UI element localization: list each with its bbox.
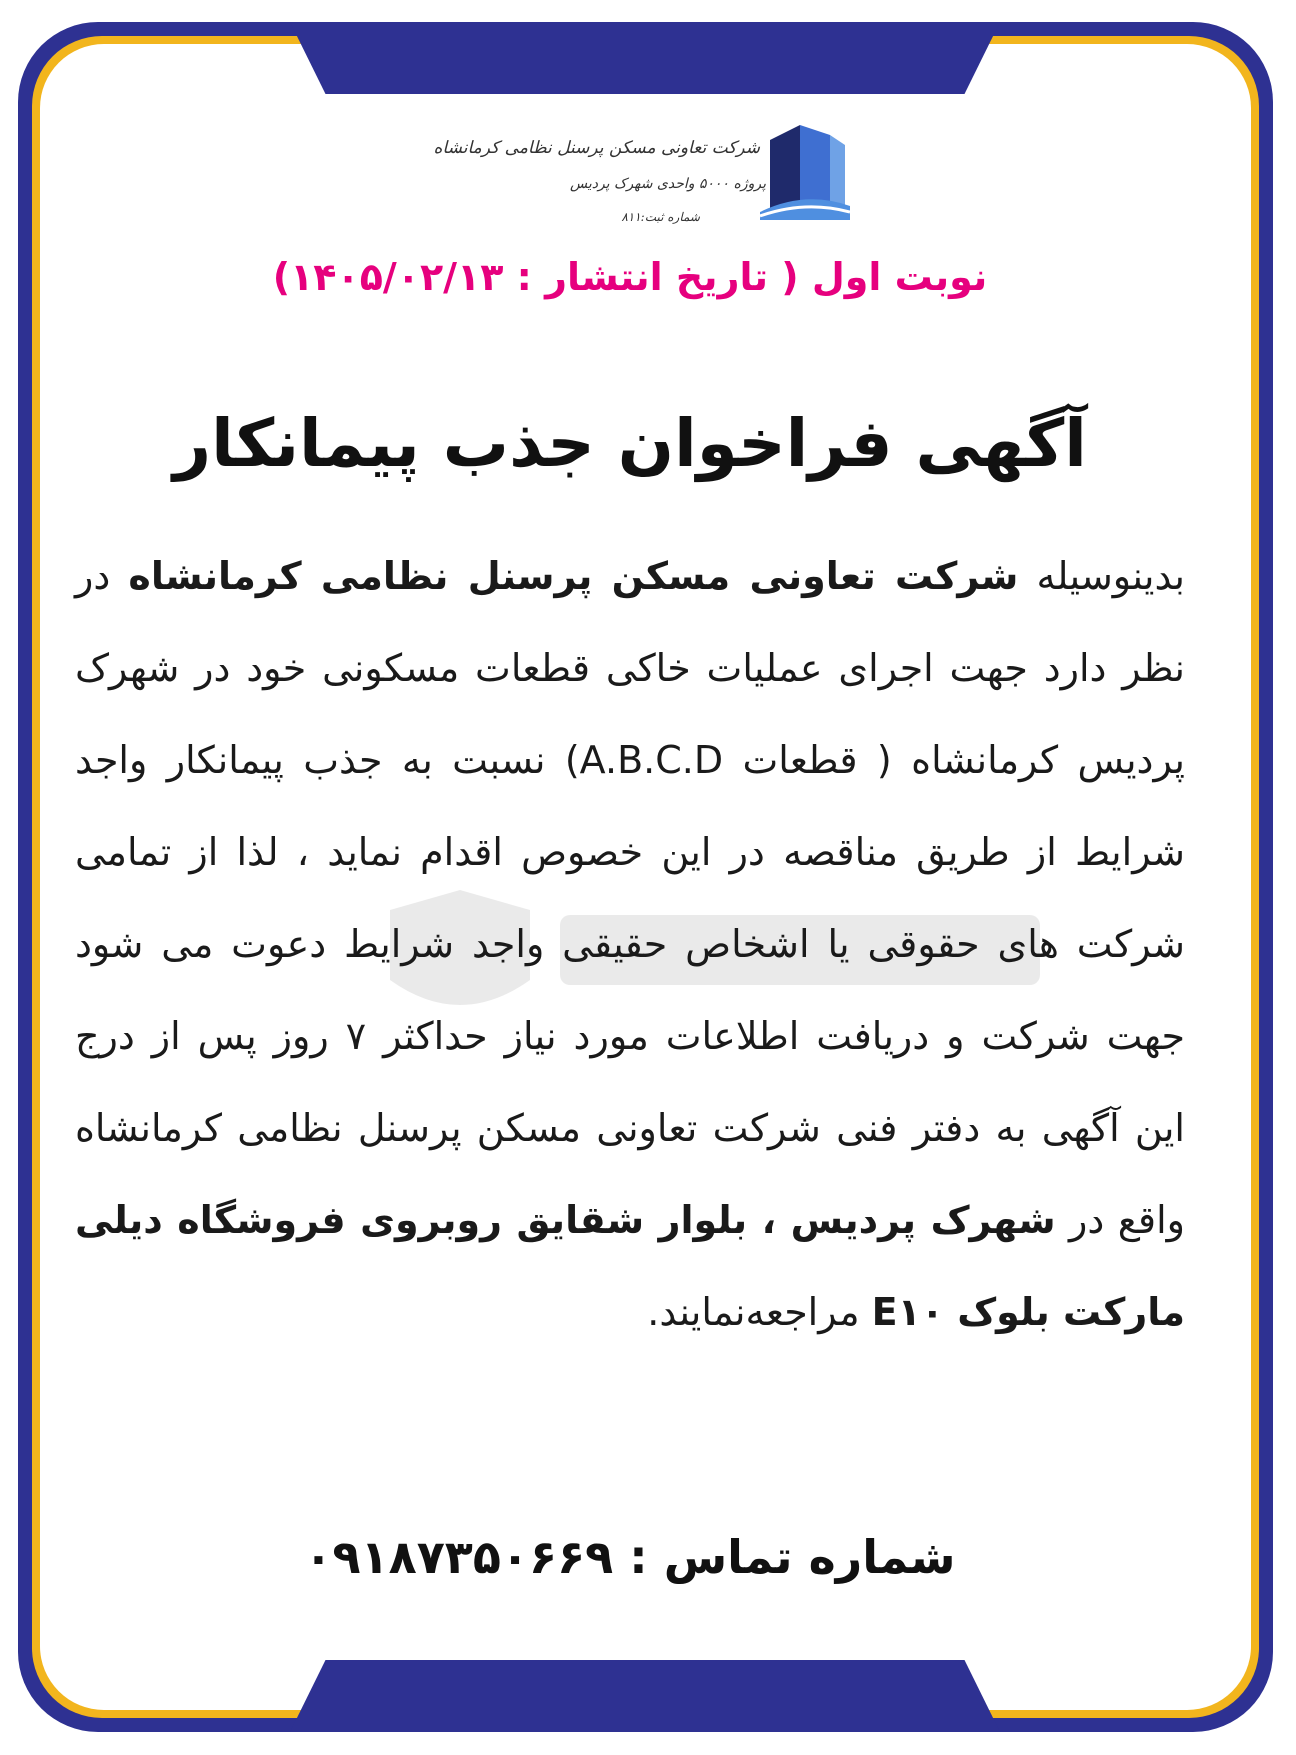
logo-company-name: شرکت تعاونی مسکن پرسنل نظامی کرمانشاه — [433, 138, 760, 158]
body-suffix: مراجعه‌نمایند. — [647, 1290, 872, 1334]
company-name-bold: شرکت تعاونی مسکن پرسنل نظامی کرمانشاه — [128, 554, 1019, 598]
notice-title: آگهی فراخوان جذب پیمانکار — [173, 405, 1087, 482]
body-middle: در نظر دارد جهت اجرای عملیات خاکی قطعات مسکونی خود در شهرک پردیس کرمانشاه ( قطعات A.B.C.D) نسبت به جذب پیمانکار واجد شرایط از طریق مناقصه در این خصوص اقدام نماید ، لذا از تمامی شرکت های حقوقی یا اشخاص حقیقی واجد شرایط دعوت می شود جهت شرکت و دریافت اطلاعات مورد نیاز حداکثر ۷ روز پس از درج این آگهی به دفتر فنی شرکت تعاونی مسکن پرسنل نظامی کرمانشاه واقع در — [75, 554, 1186, 1242]
notice-content — [70, 90, 1190, 1650]
bottom-band — [290, 1660, 1000, 1732]
notice-body — [75, 530, 1185, 1358]
building-icon — [760, 120, 850, 220]
company-logo — [433, 110, 850, 240]
issue-date-line: نوبت اول ( تاریخ انتشار : ۱۴۰۵/۰۲/۱۳) — [272, 255, 988, 299]
logo-registration: شماره ثبت:۸۱۱ — [621, 210, 700, 224]
logo-project-name: پروژه ۵۰۰۰ واحدی شهرک پردیس — [569, 176, 766, 192]
top-band — [290, 22, 1000, 94]
body-prefix: بدینوسیله — [1018, 554, 1185, 598]
address-bold: شهرک پردیس ، بلوار شقایق روبروی فروشگاه دیلی مارکت بلوک E۱۰ — [75, 1198, 1185, 1334]
contact-phone: شماره تماس : ۰۹۱۸۷۳۵۰۶۶۹ — [304, 1530, 956, 1584]
